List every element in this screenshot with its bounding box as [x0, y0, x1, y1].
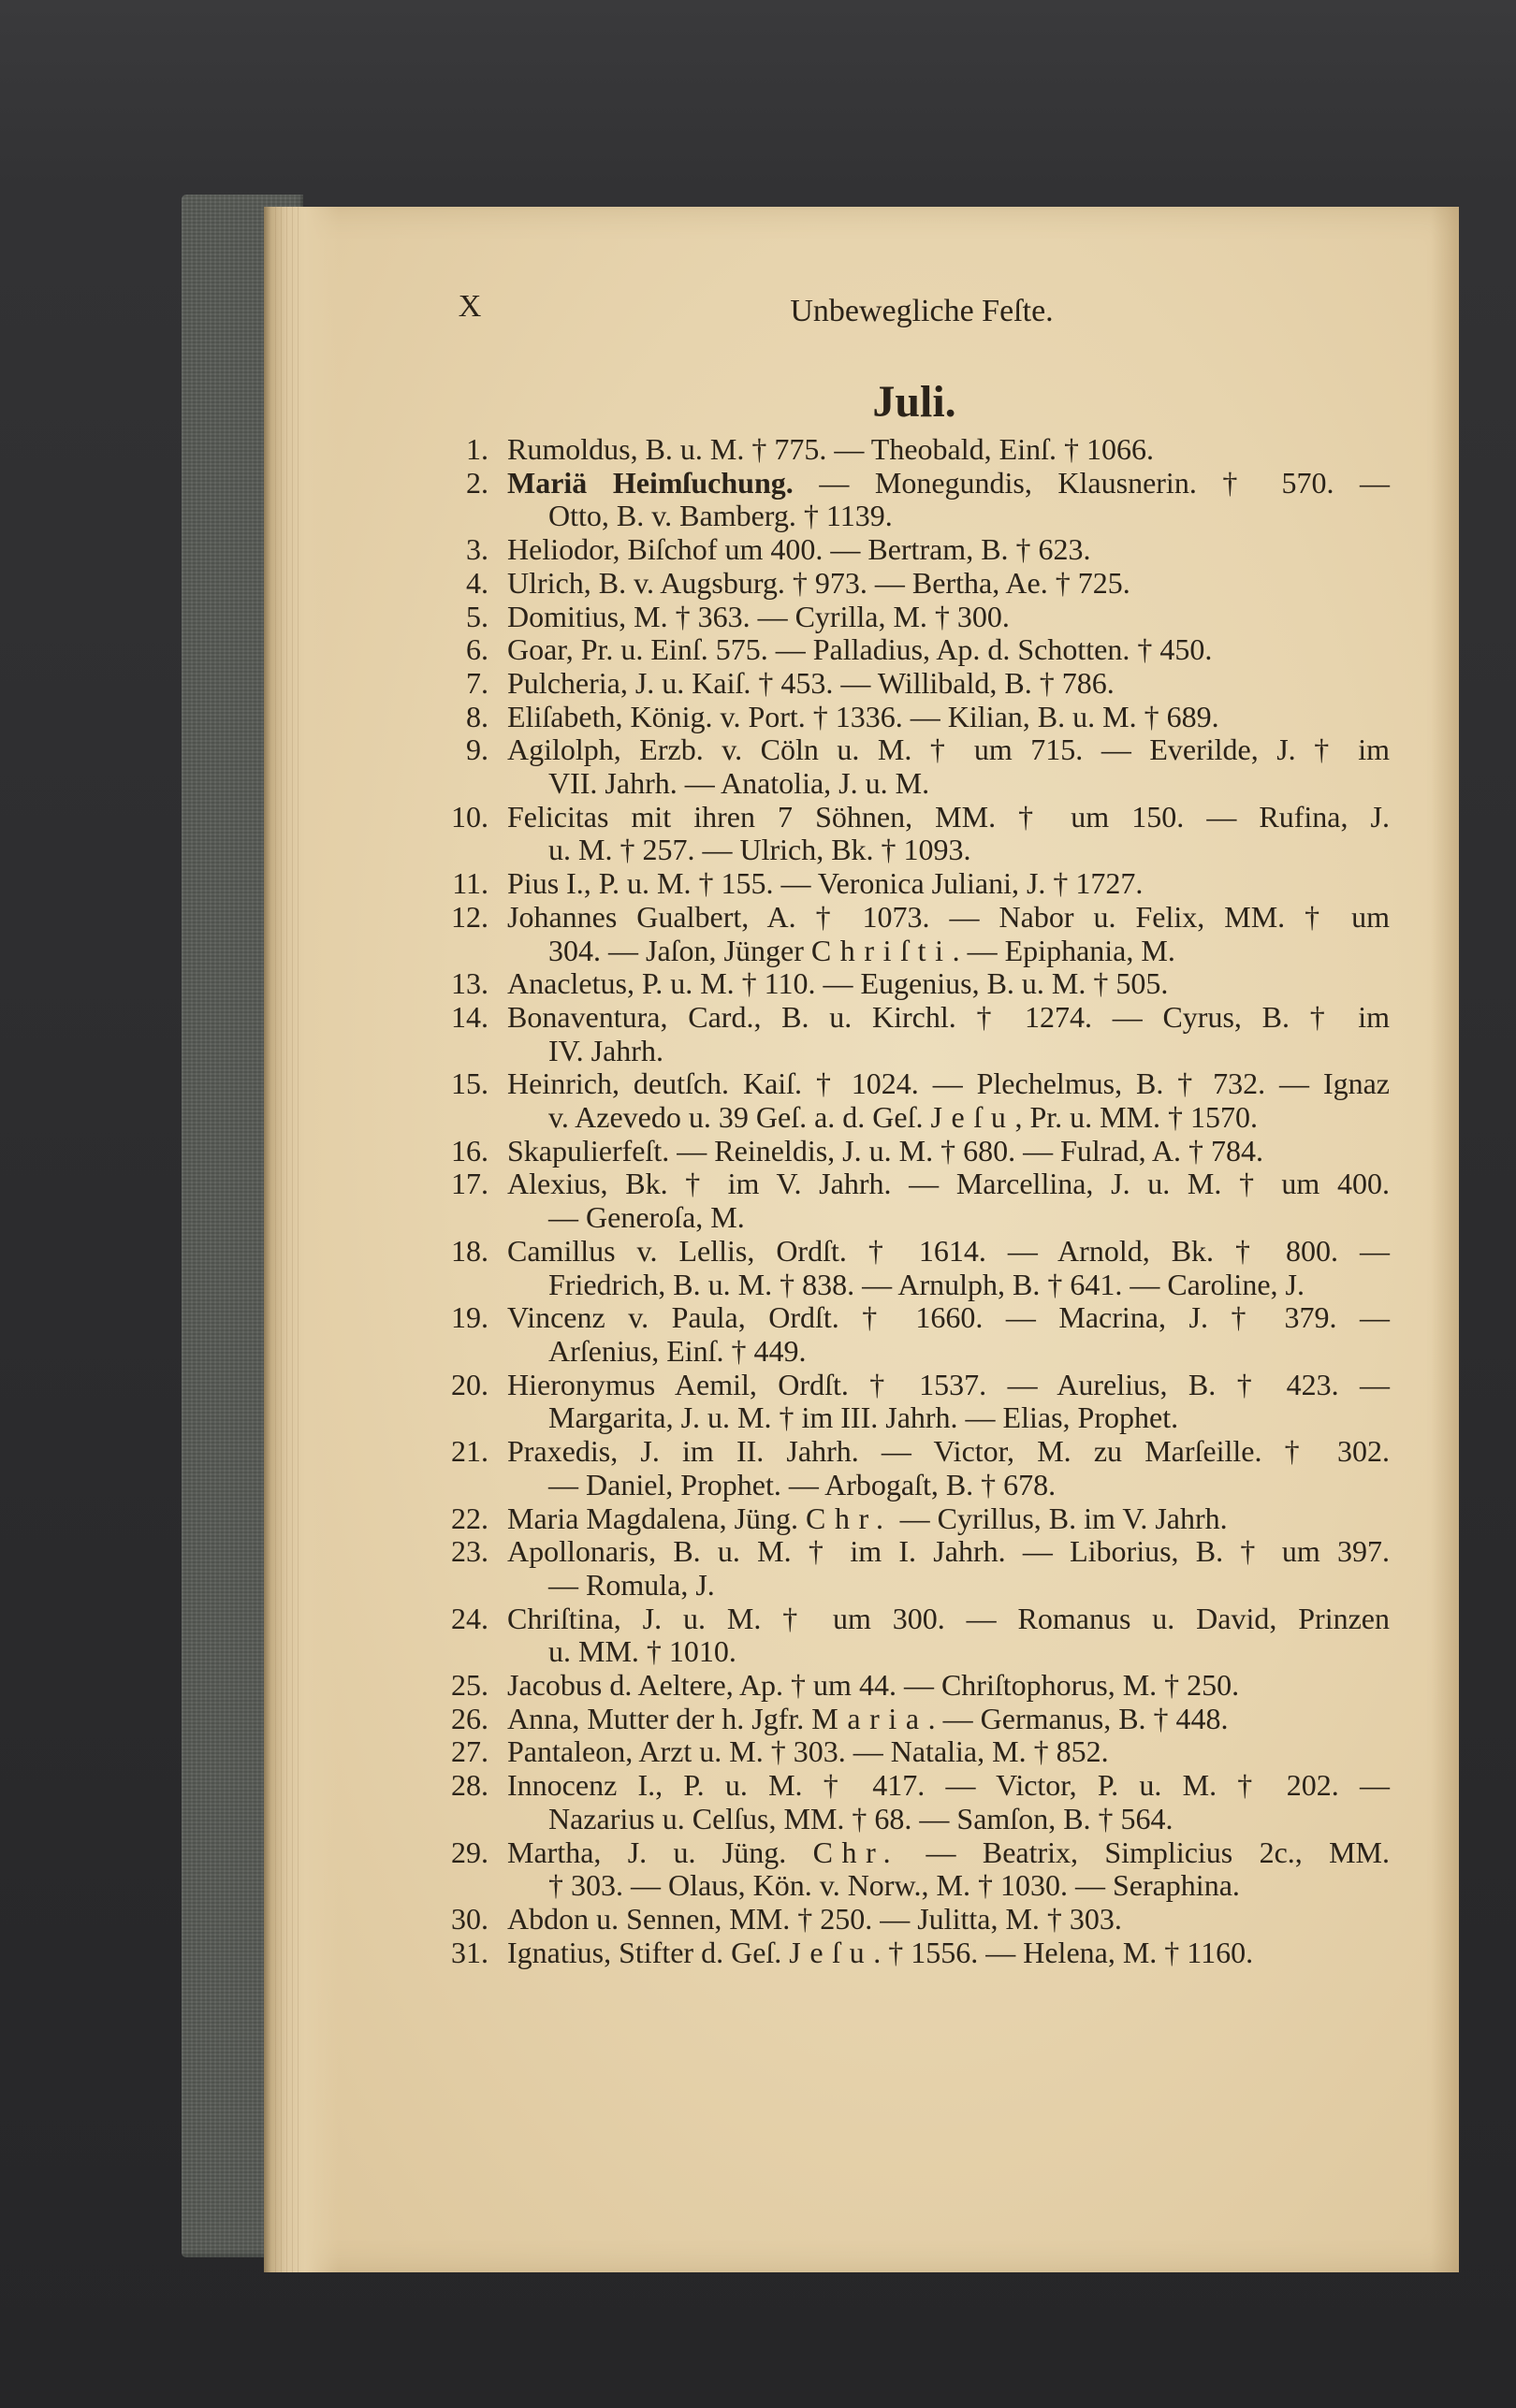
day-number: 31.	[451, 1935, 488, 1969]
entry-line	[507, 1869, 1390, 1903]
entry-line	[507, 500, 1390, 533]
entry-line	[507, 1603, 1390, 1636]
page-number: X	[458, 289, 482, 324]
entry-line	[507, 1535, 1390, 1569]
entry-text: u. M. † 257. — Ulrich, Bk. † 1093.	[548, 833, 971, 867]
page-right-edge	[1431, 207, 1459, 2272]
calendar-entries	[451, 432, 1391, 1969]
day-number: 4.	[466, 565, 488, 600]
month-title: Juli.	[872, 377, 956, 427]
entry-text: — Romula, J.	[548, 1567, 715, 1602]
entry-line	[507, 1937, 1390, 1970]
day-number: 10.	[451, 799, 488, 834]
entry-line	[507, 467, 1390, 500]
entry-line	[507, 1703, 1390, 1736]
calendar-entry	[451, 1601, 1390, 1669]
calendar-entry	[451, 1233, 1390, 1301]
calendar-entry	[451, 1066, 1390, 1135]
entry-text: Innocenz I., P. u. M. † 417. — Victor, P. u. M. † 202. —	[507, 1768, 1390, 1803]
day-number: 24.	[451, 1601, 488, 1635]
entry-text: Abdon u. Sennen, MM. † 250. — Julitta, M. † 303.	[507, 1901, 1122, 1936]
calendar-entry	[452, 866, 1390, 901]
entry-line	[507, 1101, 1390, 1135]
entry-text: — Daniel, Prophet. — Arbogaſt, B. † 678.	[548, 1467, 1057, 1501]
day-number: 5.	[466, 599, 488, 633]
entry-line	[507, 901, 1390, 935]
entry-line	[507, 567, 1390, 601]
entry-text: Rumoldus, B. u. M. † 775. — Theobald, Einſ. † 1066.	[507, 432, 1154, 466]
entry-line	[507, 667, 1390, 701]
entry-line	[507, 1669, 1390, 1703]
day-number: 17.	[451, 1167, 488, 1201]
day-number: 14.	[451, 999, 488, 1034]
entry-line	[507, 533, 1390, 567]
calendar-entry	[466, 432, 1390, 467]
entry-line	[507, 1569, 1390, 1603]
entry-text: Apollonaris, B. u. M. † im I. Jahrh. — Liborius, B. † um 397.	[507, 1534, 1390, 1569]
feast-title: Mariä Heimſuchung.	[507, 465, 794, 500]
day-number: 8.	[466, 699, 488, 733]
day-number: 3.	[466, 532, 488, 567]
entry-line	[507, 967, 1390, 1001]
entry-text: Agilolph, Erzb. v. Cöln u. M. † um 715. — Everilde, J. † im	[507, 733, 1390, 767]
day-number: 7.	[466, 665, 488, 700]
entry-line	[507, 1001, 1390, 1035]
entry-text: u. MM. † 1010.	[548, 1634, 736, 1669]
entry-line	[507, 1201, 1390, 1235]
calendar-entry	[451, 1167, 1390, 1235]
day-number: 11.	[452, 866, 488, 901]
entry-text: † 303. — Olaus, Kön. v. Norw., M. † 1030. — Seraphina.	[548, 1868, 1240, 1903]
entry-line	[507, 1335, 1390, 1369]
entry-line	[507, 1035, 1390, 1068]
entry-text: Otto, B. v. Bamberg. † 1139.	[548, 499, 893, 533]
emphasized-text: Chriſti	[810, 933, 953, 967]
calendar-entry	[451, 1501, 1390, 1536]
entry-line	[507, 701, 1390, 734]
entry-text: Bonaventura, Card., B. u. Kirchl. † 1274. — Cyrus, B. † im	[507, 999, 1390, 1034]
entry-text: Martha, J. u. Jüng.	[507, 1835, 813, 1869]
day-number: 2.	[466, 465, 488, 500]
entry-line	[507, 1301, 1390, 1335]
day-number: 28.	[451, 1768, 488, 1803]
day-number: 23.	[451, 1534, 488, 1569]
entry-text: Pulcheria, J. u. Kaiſ. † 453. — Willibald, B. † 786.	[507, 665, 1115, 700]
day-number: 6.	[466, 632, 488, 667]
entry-text: . — Germanus, B. † 448.	[927, 1701, 1229, 1735]
entry-text: 304. — Jaſon, Jünger	[548, 933, 811, 967]
emphasized-text: Chr.	[812, 1835, 900, 1869]
entry-line	[507, 1635, 1390, 1669]
day-number: 22.	[451, 1501, 488, 1535]
day-number: 9.	[466, 733, 488, 767]
entry-text: VII. Jahrh. — Anatolia, J. u. M.	[548, 766, 930, 801]
calendar-entry	[451, 966, 1390, 1001]
entry-text: Praxedis, J. im II. Jahrh. — Victor, M. zu Marſeille. † 302.	[507, 1434, 1390, 1469]
entry-text: Skapulierfeſt. — Reineldis, J. u. M. † 680. — Fulrad, A. † 784.	[507, 1133, 1263, 1168]
calendar-entry	[451, 1768, 1390, 1835]
calendar-entry	[451, 1367, 1390, 1435]
entry-text: Vincenz v. Paula, Ordſt. † 1660. — Macrina, J. † 379. —	[507, 1300, 1390, 1335]
day-number: 25.	[451, 1668, 488, 1703]
entry-line	[507, 1435, 1390, 1469]
entry-text: Johannes Gualbert, A. † 1073. — Nabor u. Felix, MM. † um	[507, 899, 1390, 934]
entry-text: Anna, Mutter der h. Jgfr.	[507, 1701, 812, 1735]
entry-text: Maria Magdalena, Jüng.	[507, 1501, 807, 1535]
entry-line	[507, 834, 1390, 867]
calendar-entry	[451, 1133, 1390, 1168]
calendar-entry	[451, 1935, 1390, 1970]
entry-text: Pantaleon, Arzt u. M. † 303. — Natalia, M. † 852.	[507, 1734, 1109, 1769]
entry-line	[507, 1369, 1390, 1402]
entry-text: Jacobus d. Aeltere, Ap. † um 44. — Chriſtophorus, M. † 250.	[507, 1668, 1240, 1703]
running-title: Unbewegliche Feſte.	[790, 294, 1054, 328]
calendar-entry	[466, 599, 1390, 634]
entry-line	[507, 1067, 1390, 1101]
calendar-entry	[451, 1434, 1390, 1501]
entry-line	[507, 1235, 1390, 1269]
day-number: 29.	[451, 1835, 488, 1869]
page-edges	[275, 207, 303, 2272]
entry-text: — Beatrix, Simplicius 2c., MM.	[899, 1835, 1391, 1869]
calendar-entry	[466, 665, 1390, 701]
entry-text: Arſenius, Einſ. † 449.	[548, 1333, 807, 1368]
calendar-entry	[451, 799, 1390, 867]
day-number: 12.	[451, 899, 488, 934]
entry-text: Goar, Pr. u. Einſ. 575. — Palladius, Ap. d. Schotten. † 450.	[507, 632, 1213, 667]
calendar-entry	[466, 465, 1390, 533]
entry-text: Felicitas mit ihren 7 Söhnen, MM. † um 150. — Rufina, J.	[507, 799, 1390, 834]
entry-text: — Generoſa, M.	[548, 1200, 745, 1235]
day-number: 13.	[451, 966, 488, 1001]
entry-text: IV. Jahrh.	[548, 1033, 663, 1067]
day-number: 15.	[451, 1066, 488, 1101]
day-number: 1.	[466, 432, 488, 466]
entry-line	[507, 1803, 1390, 1836]
calendar-entry	[451, 899, 1390, 967]
calendar-entry	[451, 1534, 1390, 1602]
entry-line	[507, 1168, 1390, 1201]
entry-text: Domitius, M. † 363. — Cyrilla, M. † 300.	[507, 599, 1010, 633]
entry-line	[507, 633, 1390, 667]
entry-text: Chriſtina, J. u. M. † um 300. — Romanus u. David, Prinzen	[507, 1601, 1390, 1635]
emphasized-text: Jeſu	[930, 1100, 1015, 1135]
entry-text: . † 1556. — Helena, M. † 1160.	[873, 1935, 1254, 1969]
calendar-entry	[451, 1668, 1390, 1703]
entry-line	[507, 867, 1390, 901]
day-number: 19.	[451, 1300, 488, 1335]
day-number: 30.	[451, 1901, 488, 1936]
entry-line	[507, 1836, 1390, 1870]
entry-text: Ulrich, B. v. Augsburg. † 973. — Bertha, Ae. † 725.	[507, 565, 1130, 600]
entry-line	[507, 935, 1390, 968]
emphasized-text: Jeſu	[789, 1935, 874, 1969]
entry-text: Margarita, J. u. M. † im III. Jahrh. — Elias, Prophet.	[548, 1400, 1179, 1435]
entry-line	[507, 733, 1390, 767]
entry-text: , Pr. u. MM. † 1570.	[1014, 1100, 1259, 1135]
entry-text: — Monegundis, Klausnerin. † 570. —	[793, 465, 1390, 500]
entry-text: Ignatius, Stifter d. Geſ.	[507, 1935, 790, 1969]
calendar-entry	[466, 565, 1390, 601]
entry-line	[507, 601, 1390, 634]
entry-text: Heinrich, deutſch. Kaiſ. † 1024. — Plechelmus, B. † 732. — Ignaz	[507, 1066, 1390, 1101]
day-number: 26.	[451, 1701, 488, 1735]
entry-text: Anacletus, P. u. M. † 110. — Eugenius, B. u. M. † 505.	[507, 966, 1169, 1001]
calendar-entry	[451, 999, 1390, 1067]
entry-line	[507, 1469, 1390, 1502]
entry-line	[507, 1769, 1390, 1803]
day-number: 18.	[451, 1233, 488, 1268]
entry-line	[507, 1502, 1390, 1536]
entry-line	[507, 1135, 1390, 1168]
entry-line	[507, 767, 1390, 801]
calendar-entry	[466, 699, 1390, 734]
calendar-entry	[451, 1835, 1391, 1903]
day-number: 16.	[451, 1133, 488, 1168]
entry-text: Camillus v. Lellis, Ordſt. † 1614. — Arnold, Bk. † 800. —	[507, 1233, 1390, 1268]
entry-line	[507, 1401, 1390, 1435]
entry-text: Alexius, Bk. † im V. Jahrh. — Marcellina, J. u. M. † um 400.	[507, 1167, 1390, 1201]
calendar-entry	[451, 1734, 1390, 1769]
calendar-entry	[466, 733, 1390, 801]
entry-text: — Cyrillus, B. im V. Jahrh.	[892, 1501, 1228, 1535]
entry-text: Friedrich, B. u. M. † 838. — Arnulph, B. † 641. — Caroline, J.	[548, 1267, 1305, 1301]
entry-text: . — Epiphania, M.	[952, 933, 1175, 967]
entry-line	[507, 1269, 1390, 1302]
entry-line	[507, 433, 1390, 467]
day-number: 21.	[451, 1434, 488, 1469]
calendar-entry	[466, 532, 1390, 567]
entry-text: v. Azevedo u. 39 Geſ. a. d. Geſ.	[548, 1100, 931, 1135]
entry-line	[507, 1735, 1390, 1769]
calendar-entry	[451, 1300, 1390, 1368]
entry-text: Heliodor, Biſchof um 400. — Bertram, B. † 623.	[507, 532, 1091, 567]
calendar-entry	[451, 1901, 1390, 1937]
entry-line	[507, 801, 1390, 834]
entry-text: Eliſabeth, König. v. Port. † 1336. — Kilian, B. u. M. † 689.	[507, 699, 1219, 733]
entry-text: Nazarius u. Celſus, MM. † 68. — Samſon, B. † 564.	[548, 1801, 1173, 1835]
emphasized-text: Maria	[811, 1701, 928, 1735]
entry-line	[507, 1903, 1390, 1937]
day-number: 27.	[451, 1734, 488, 1769]
entry-text: Pius I., P. u. M. † 155. — Veronica Juliani, J. † 1727.	[507, 866, 1144, 901]
calendar-entry	[451, 1701, 1390, 1736]
emphasized-text: Chr.	[806, 1501, 893, 1535]
day-number: 20.	[451, 1367, 488, 1401]
entry-text: Hieronymus Aemil, Ordſt. † 1537. — Aurelius, B. † 423. —	[507, 1367, 1390, 1401]
calendar-entry	[466, 632, 1390, 667]
